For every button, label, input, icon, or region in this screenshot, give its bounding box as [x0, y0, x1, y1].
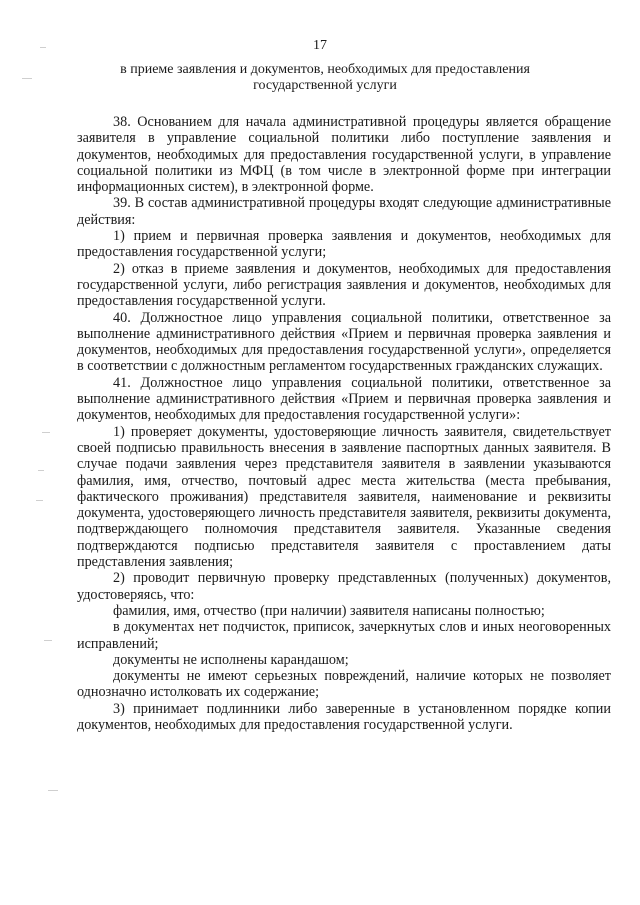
scan-speck [44, 640, 52, 641]
check-item-no-pencil: документы не исполнены карандашом; [113, 651, 349, 668]
scan-speck [38, 470, 44, 471]
check-item-no-damage: документы не имеют серьезных повреждений, наличие которых не позволяет однозначно истолковать их содержание; [77, 668, 611, 701]
document-body [77, 114, 611, 733]
list-item-39-2: 2) отказ в приеме заявления и документов, необходимых для предоставления государственной услуги, либо регистрация заявления и документов, необходимых для предоставления государственной услуги. [77, 260, 611, 310]
section-heading-line: государственной услуги [253, 78, 397, 93]
scan-speck [36, 500, 43, 501]
list-item-41-1: 1) проверяет документы, удостоверяющие личность заявителя, свидетельствует своей подписью правильность внесения в заявление паспортных данных заявителя. В случае подачи заявления через представителя заявителя в заявлении указываются фамилия, имя, отчество, почтовый адрес места жительства (места пребывания, фактического проживания) представителя заявителя, наименование и реквизиты документа, удостоверяющего личность представителя заявителя, реквизиты документа, подтверждающего полномочия представителя заявителя. Указанные сведения подтверждаются подписью представителя заявителя с проставлением даты представления заявления; [77, 423, 611, 571]
paragraph-40: 40. Должностное лицо управления социальной политики, ответственное за выполнение административного действия «Прием и первичная проверка заявления и документов, необходимых для предоставления государственной услуги», определяется в соответствии с должностным регламентом государственных гражданских служащих. [77, 309, 611, 375]
scan-speck [48, 790, 58, 791]
paragraph-38: 38. Основанием для начала административной процедуры является обращение заявителя в управление социальной политики либо поступление заявления и документов, необходимых для предоставления государственной услуги, в управление социальной политики из МФЦ (в том числе в электронной форме при интеграции информационных систем), в электронной форме. [77, 114, 611, 196]
paragraph-39: 39. В состав административной процедуры входят следующие административные действия: [77, 195, 611, 228]
list-item-39-1: 1) прием и первичная проверка заявления и документов, необходимых для предоставления государственной услуги; [77, 228, 611, 261]
page-number: 17 [313, 38, 327, 53]
check-item-no-corrections: в документах нет подчисток, приписок, зачеркнутых слов и иных неоговоренных исправлений; [77, 619, 611, 652]
list-item-41-2: 2) проводит первичную проверку представленных (полученных) документов, удостоверяясь, что: [77, 570, 611, 603]
list-item-41-3: 3) принимает подлинники либо заверенные в установленном порядке копии документов, необходимых для предоставления государственной услуги. [77, 700, 611, 733]
paragraph-41: 41. Должностное лицо управления социальной политики, ответственное за выполнение административного действия «Прием и первичная проверка заявления и документов, необходимых для предоставления государственной услуги»: [77, 374, 611, 424]
section-heading-line: в приеме заявления и документов, необходимых для предоставления [120, 62, 530, 77]
scan-speck [22, 78, 32, 79]
check-item-full-name: фамилия, имя, отчество (при наличии) заявителя написаны полностью; [113, 602, 545, 619]
section-heading [80, 62, 570, 94]
scan-speck [42, 432, 50, 433]
